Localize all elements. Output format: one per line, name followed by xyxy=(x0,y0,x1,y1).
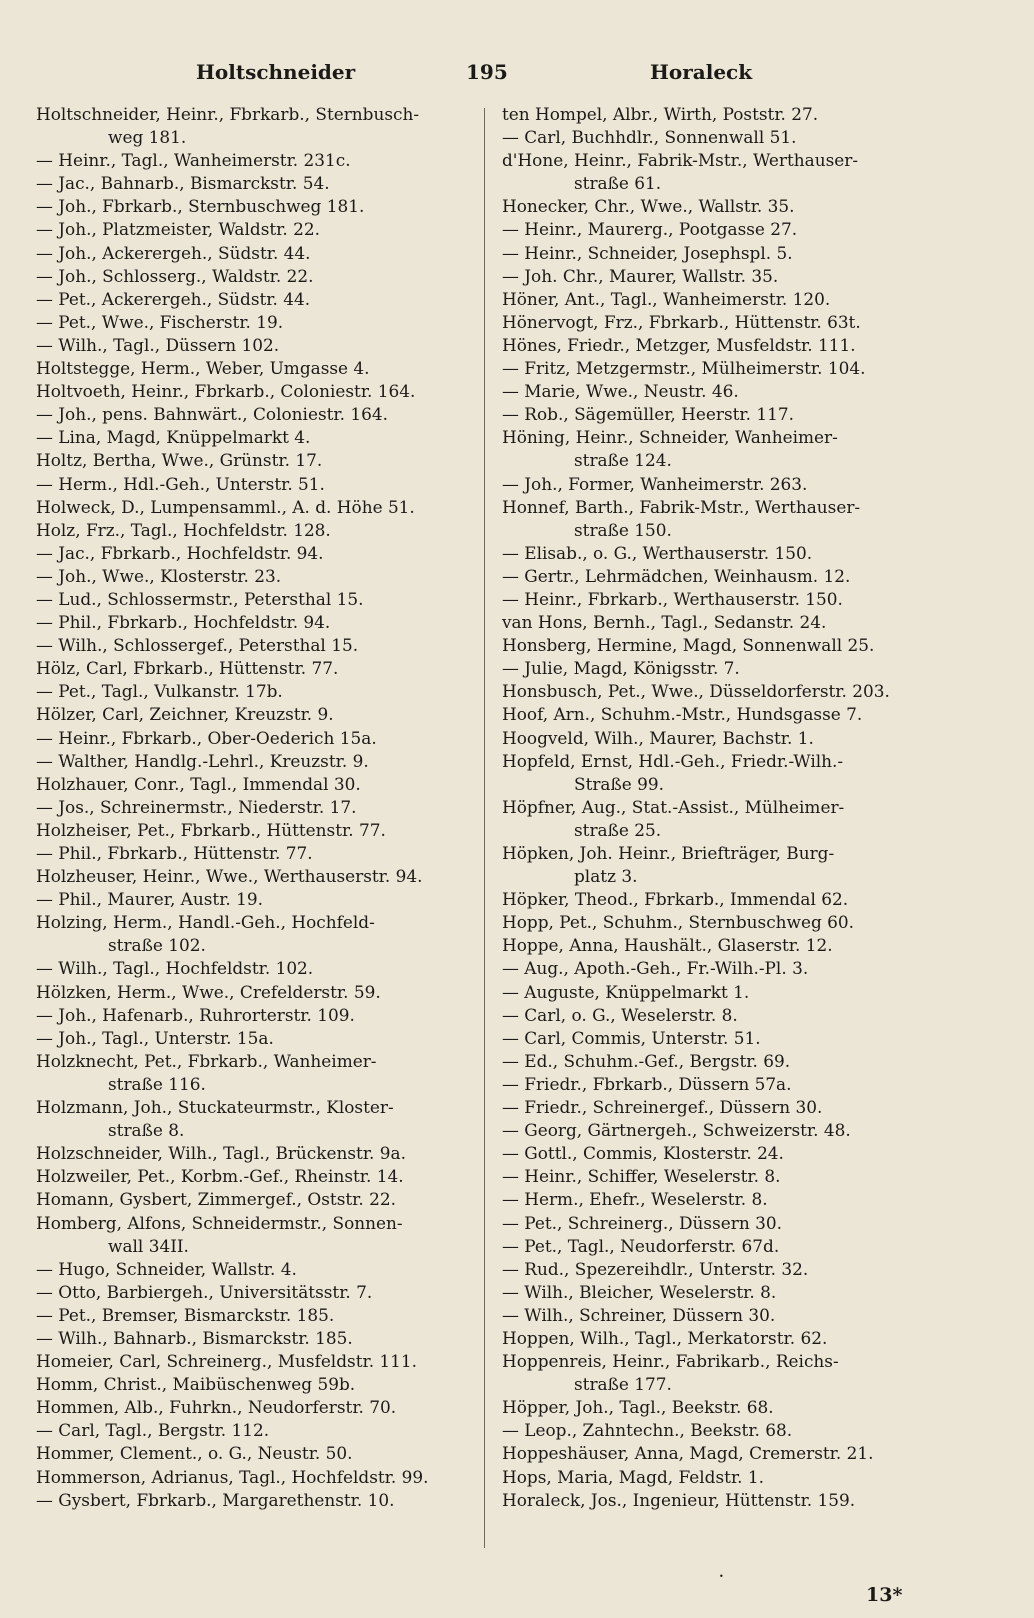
directory-line: d'Hone, Heinr., Fabrik-Mstr., Werthauser- xyxy=(502,150,859,171)
signature-mark: 13* xyxy=(866,1584,903,1606)
directory-line: — Jac., Bahnarb., Bismarckstr. 54. xyxy=(36,173,330,194)
directory-line: — Herm., Ehefr., Weselerstr. 8. xyxy=(502,1189,768,1210)
directory-line: — Joh., Former, Wanheimerstr. 263. xyxy=(502,473,808,494)
directory-line: — Walther, Handlg.-Lehrl., Kreuzstr. 9. xyxy=(36,750,369,771)
directory-line: Höpper, Joh., Tagl., Beekstr. 68. xyxy=(502,1397,774,1418)
stray-mark: • xyxy=(719,1572,724,1581)
directory-line: — Elisab., o. G., Werthauserstr. 150. xyxy=(502,542,813,563)
right-column xyxy=(502,103,964,1512)
directory-line: — Fritz, Metzgermstr., Mülheimerstr. 104. xyxy=(502,358,866,379)
directory-line: — Wilh., Bleicher, Weselerstr. 8. xyxy=(502,1281,777,1302)
directory-line: Homberg, Alfons, Schneidermstr., Sonnen- xyxy=(36,1212,403,1233)
directory-line: wall 34II. xyxy=(108,1235,189,1256)
directory-line: Homeier, Carl, Schreinerg., Musfeldstr. 111. xyxy=(36,1351,418,1372)
directory-line: — Joh. Chr., Maurer, Wallstr. 35. xyxy=(502,265,779,286)
directory-line: — Marie, Wwe., Neustr. 46. xyxy=(502,381,739,402)
directory-line: — Phil., Maurer, Austr. 19. xyxy=(36,889,264,910)
directory-line: Holzhauer, Conr., Tagl., Immendal 30. xyxy=(36,773,361,794)
directory-line: Höpker, Theod., Fbrkarb., Immendal 62. xyxy=(502,889,849,910)
directory-line: — Heinr., Tagl., Wanheimerstr. 231c. xyxy=(36,150,351,171)
directory-line: — Jac., Fbrkarb., Hochfeldstr. 94. xyxy=(36,542,324,563)
directory-line: — Leop., Zahntechn., Beekstr. 68. xyxy=(502,1420,793,1441)
directory-line: Homm, Christ., Maibüschenweg 59b. xyxy=(36,1374,356,1395)
directory-line: straße 61. xyxy=(574,173,662,194)
directory-line: — Ed., Schuhm.-Gef., Bergstr. 69. xyxy=(502,1050,791,1071)
directory-line: Straße 99. xyxy=(574,773,665,794)
directory-line: — Carl, Tagl., Bergstr. 112. xyxy=(36,1420,270,1441)
directory-line: — Wilh., Schreiner, Düssern 30. xyxy=(502,1304,776,1325)
directory-line: Hölz, Carl, Fbrkarb., Hüttenstr. 77. xyxy=(36,658,339,679)
directory-line: Hops, Maria, Magd, Feldstr. 1. xyxy=(502,1466,765,1487)
directory-line: Holzknecht, Pet., Fbrkarb., Wanheimer- xyxy=(36,1050,377,1071)
directory-line: Honnef, Barth., Fabrik-Mstr., Werthauser- xyxy=(502,496,861,517)
directory-line: Hölzken, Herm., Wwe., Crefelderstr. 59. xyxy=(36,981,381,1002)
directory-line: Holzschneider, Wilh., Tagl., Brückenstr. 9a. xyxy=(36,1143,406,1164)
directory-line: — Wilh., Tagl., Düssern 102. xyxy=(36,334,280,355)
directory-line: Holtvoeth, Heinr., Fbrkarb., Coloniestr. 164. xyxy=(36,381,416,402)
directory-line: — Pet., Schreinerg., Düssern 30. xyxy=(502,1212,782,1233)
directory-line: — Otto, Barbiergeh., Universitätsstr. 7. xyxy=(36,1281,373,1302)
header-right-keyword: Horaleck xyxy=(650,60,753,84)
directory-line: — Lud., Schlossermstr., Petersthal 15. xyxy=(36,588,364,609)
directory-line: — Rud., Spezereihdlr., Unterstr. 32. xyxy=(502,1258,809,1279)
directory-line: — Friedr., Fbrkarb., Düssern 57a. xyxy=(502,1073,792,1094)
left-column xyxy=(36,103,508,1512)
directory-line: Höner, Ant., Tagl., Wanheimerstr. 120. xyxy=(502,288,831,309)
directory-line: — Pet., Ackerergeh., Südstr. 44. xyxy=(36,288,311,309)
directory-line: Hopfeld, Ernst, Hdl.-Geh., Friedr.-Wilh.- xyxy=(502,750,844,771)
directory-line: Holz, Frz., Tagl., Hochfeldstr. 128. xyxy=(36,519,331,540)
directory-line: straße 25. xyxy=(574,819,662,840)
directory-line: platz 3. xyxy=(574,866,638,887)
directory-line: — Heinr., Schiffer, Weselerstr. 8. xyxy=(502,1166,781,1187)
directory-line: — Pet., Wwe., Fischerstr. 19. xyxy=(36,311,284,332)
directory-line: — Wilh., Schlossergef., Petersthal 15. xyxy=(36,635,359,656)
directory-line: — Heinr., Fbrkarb., Ober-Oederich 15a. xyxy=(36,727,377,748)
directory-line: — Lina, Magd, Knüppelmarkt 4. xyxy=(36,427,311,448)
directory-line: — Gottl., Commis, Klosterstr. 24. xyxy=(502,1143,784,1164)
directory-line: — Julie, Magd, Königsstr. 7. xyxy=(502,658,740,679)
directory-line: van Hons, Bernh., Tagl., Sedanstr. 24. xyxy=(502,612,827,633)
header-left-keyword: Holtschneider xyxy=(196,60,356,84)
directory-line: — Hugo, Schneider, Wallstr. 4. xyxy=(36,1258,297,1279)
directory-line: straße 150. xyxy=(574,519,672,540)
directory-line: — Heinr., Maurerg., Pootgasse 27. xyxy=(502,219,798,240)
directory-line: Hönes, Friedr., Metzger, Musfeldstr. 111. xyxy=(502,334,856,355)
directory-line: — Joh., Hafenarb., Ruhrorterstr. 109. xyxy=(36,1004,355,1025)
directory-line: — Pet., Bremser, Bismarckstr. 185. xyxy=(36,1304,335,1325)
directory-line: Honecker, Chr., Wwe., Wallstr. 35. xyxy=(502,196,795,217)
directory-line: — Phil., Fbrkarb., Hüttenstr. 77. xyxy=(36,843,313,863)
directory-line: — Joh., Ackerergeh., Südstr. 44. xyxy=(36,242,311,263)
directory-line: Holtstegge, Herm., Weber, Umgasse 4. xyxy=(36,358,370,379)
directory-line: Höpken, Joh. Heinr., Briefträger, Burg- xyxy=(502,843,835,863)
directory-line: — Jos., Schreinermstr., Niederstr. 17. xyxy=(36,796,357,817)
directory-line: straße 177. xyxy=(574,1374,672,1395)
directory-line: Holzweiler, Pet., Korbm.-Gef., Rheinstr. 14. xyxy=(36,1166,404,1187)
directory-line: straße 8. xyxy=(108,1120,185,1141)
directory-line: — Gysbert, Fbrkarb., Margarethenstr. 10. xyxy=(36,1489,395,1510)
directory-line: Hoppen, Wilh., Tagl., Merkatorstr. 62. xyxy=(502,1327,828,1348)
directory-line: Höning, Heinr., Schneider, Wanheimer- xyxy=(502,427,838,448)
directory-line: Höpfner, Aug., Stat.-Assist., Mülheimer- xyxy=(502,796,845,817)
directory-line: Holtz, Bertha, Wwe., Grünstr. 17. xyxy=(36,450,323,471)
directory-line: Honsbusch, Pet., Wwe., Düsseldorferstr. 203. xyxy=(502,681,890,702)
directory-line: Hoogveld, Wilh., Maurer, Bachstr. 1. xyxy=(502,727,814,748)
directory-line: straße 102. xyxy=(108,935,206,956)
directory-line: Hommen, Alb., Fuhrkn., Neudorferstr. 70. xyxy=(36,1397,397,1418)
directory-line: — Heinr., Schneider, Josephspl. 5. xyxy=(502,242,793,263)
directory-line: — Aug., Apoth.-Geh., Fr.-Wilh.-Pl. 3. xyxy=(502,958,809,979)
directory-line: — Rob., Sägemüller, Heerstr. 117. xyxy=(502,404,794,425)
directory-line: Hönervogt, Frz., Fbrkarb., Hüttenstr. 63t. xyxy=(502,311,861,332)
directory-line: — Carl, o. G., Weselerstr. 8. xyxy=(502,1004,738,1025)
directory-line: Honsberg, Hermine, Magd, Sonnenwall 25. xyxy=(502,635,875,656)
directory-line: — Pet., Tagl., Vulkanstr. 17b. xyxy=(36,681,283,702)
directory-line: — Auguste, Knüppelmarkt 1. xyxy=(502,981,750,1002)
directory-line: — Joh., Platzmeister, Waldstr. 22. xyxy=(36,219,320,240)
directory-line: Hoppeshäuser, Anna, Magd, Cremerstr. 21. xyxy=(502,1443,874,1464)
directory-line: — Phil., Fbrkarb., Hochfeldstr. 94. xyxy=(36,612,331,633)
directory-line: — Joh., pens. Bahnwärt., Coloniestr. 164. xyxy=(36,404,388,425)
directory-line: Hoppenreis, Heinr., Fabrikarb., Reichs- xyxy=(502,1351,839,1372)
directory-line: ten Hompel, Albr., Wirth, Poststr. 27. xyxy=(502,104,819,124)
directory-line: Hoppe, Anna, Haushält., Glaserstr. 12. xyxy=(502,935,833,956)
directory-line: — Friedr., Schreinergef., Düssern 30. xyxy=(502,1097,823,1118)
directory-line: — Pet., Tagl., Neudorferstr. 67d. xyxy=(502,1235,780,1256)
directory-line: straße 124. xyxy=(574,450,672,471)
directory-line: — Georg, Gärtnergeh., Schweizerstr. 48. xyxy=(502,1120,851,1141)
directory-line: weg 181. xyxy=(108,127,187,148)
directory-line: Horaleck, Jos., Ingenieur, Hüttenstr. 159. xyxy=(502,1489,856,1510)
directory-line: Hölzer, Carl, Zeichner, Kreuzstr. 9. xyxy=(36,704,334,725)
directory-line: Hommer, Clement., o. G., Neustr. 50. xyxy=(36,1443,353,1464)
directory-line: — Joh., Fbrkarb., Sternbuschweg 181. xyxy=(36,196,365,217)
directory-line: Holzing, Herm., Handl.-Geh., Hochfeld- xyxy=(36,912,375,933)
directory-line: — Carl, Buchhdlr., Sonnenwall 51. xyxy=(502,127,797,148)
running-header xyxy=(0,60,1034,92)
directory-line: Holzmann, Joh., Stuckateurmstr., Kloster- xyxy=(36,1097,394,1118)
directory-line: — Gertr., Lehrmädchen, Weinhausm. 12. xyxy=(502,565,851,586)
directory-line: Holzheuser, Heinr., Wwe., Werthauserstr. 94. xyxy=(36,866,423,887)
directory-line: straße 116. xyxy=(108,1073,206,1094)
directory-line: — Wilh., Tagl., Hochfeldstr. 102. xyxy=(36,958,314,979)
column-divider xyxy=(484,108,485,1548)
directory-line: Hoof, Arn., Schuhm.-Mstr., Hundsgasse 7. xyxy=(502,704,863,725)
directory-line: Hommerson, Adrianus, Tagl., Hochfeldstr. 99. xyxy=(36,1466,429,1487)
directory-line: Holzheiser, Pet., Fbrkarb., Hüttenstr. 77. xyxy=(36,819,386,840)
directory-line: Holtschneider, Heinr., Fbrkarb., Sternbusch- xyxy=(36,104,420,124)
directory-line: — Carl, Commis, Unterstr. 51. xyxy=(502,1027,761,1048)
directory-line: Homann, Gysbert, Zimmergef., Oststr. 22. xyxy=(36,1189,396,1210)
directory-line: — Wilh., Bahnarb., Bismarckstr. 185. xyxy=(36,1327,353,1348)
page-number: 195 xyxy=(466,60,508,84)
directory-line: — Joh., Tagl., Unterstr. 15a. xyxy=(36,1027,274,1048)
directory-line: Hopp, Pet., Schuhm., Sternbuschweg 60. xyxy=(502,912,855,933)
directory-line: — Heinr., Fbrkarb., Werthauserstr. 150. xyxy=(502,588,843,609)
directory-line: Holweck, D., Lumpensamml., A. d. Höhe 51. xyxy=(36,496,415,517)
directory-line: — Herm., Hdl.-Geh., Unterstr. 51. xyxy=(36,473,325,494)
directory-line: — Joh., Schlosserg., Waldstr. 22. xyxy=(36,265,314,286)
directory-line: — Joh., Wwe., Klosterstr. 23. xyxy=(36,565,282,586)
